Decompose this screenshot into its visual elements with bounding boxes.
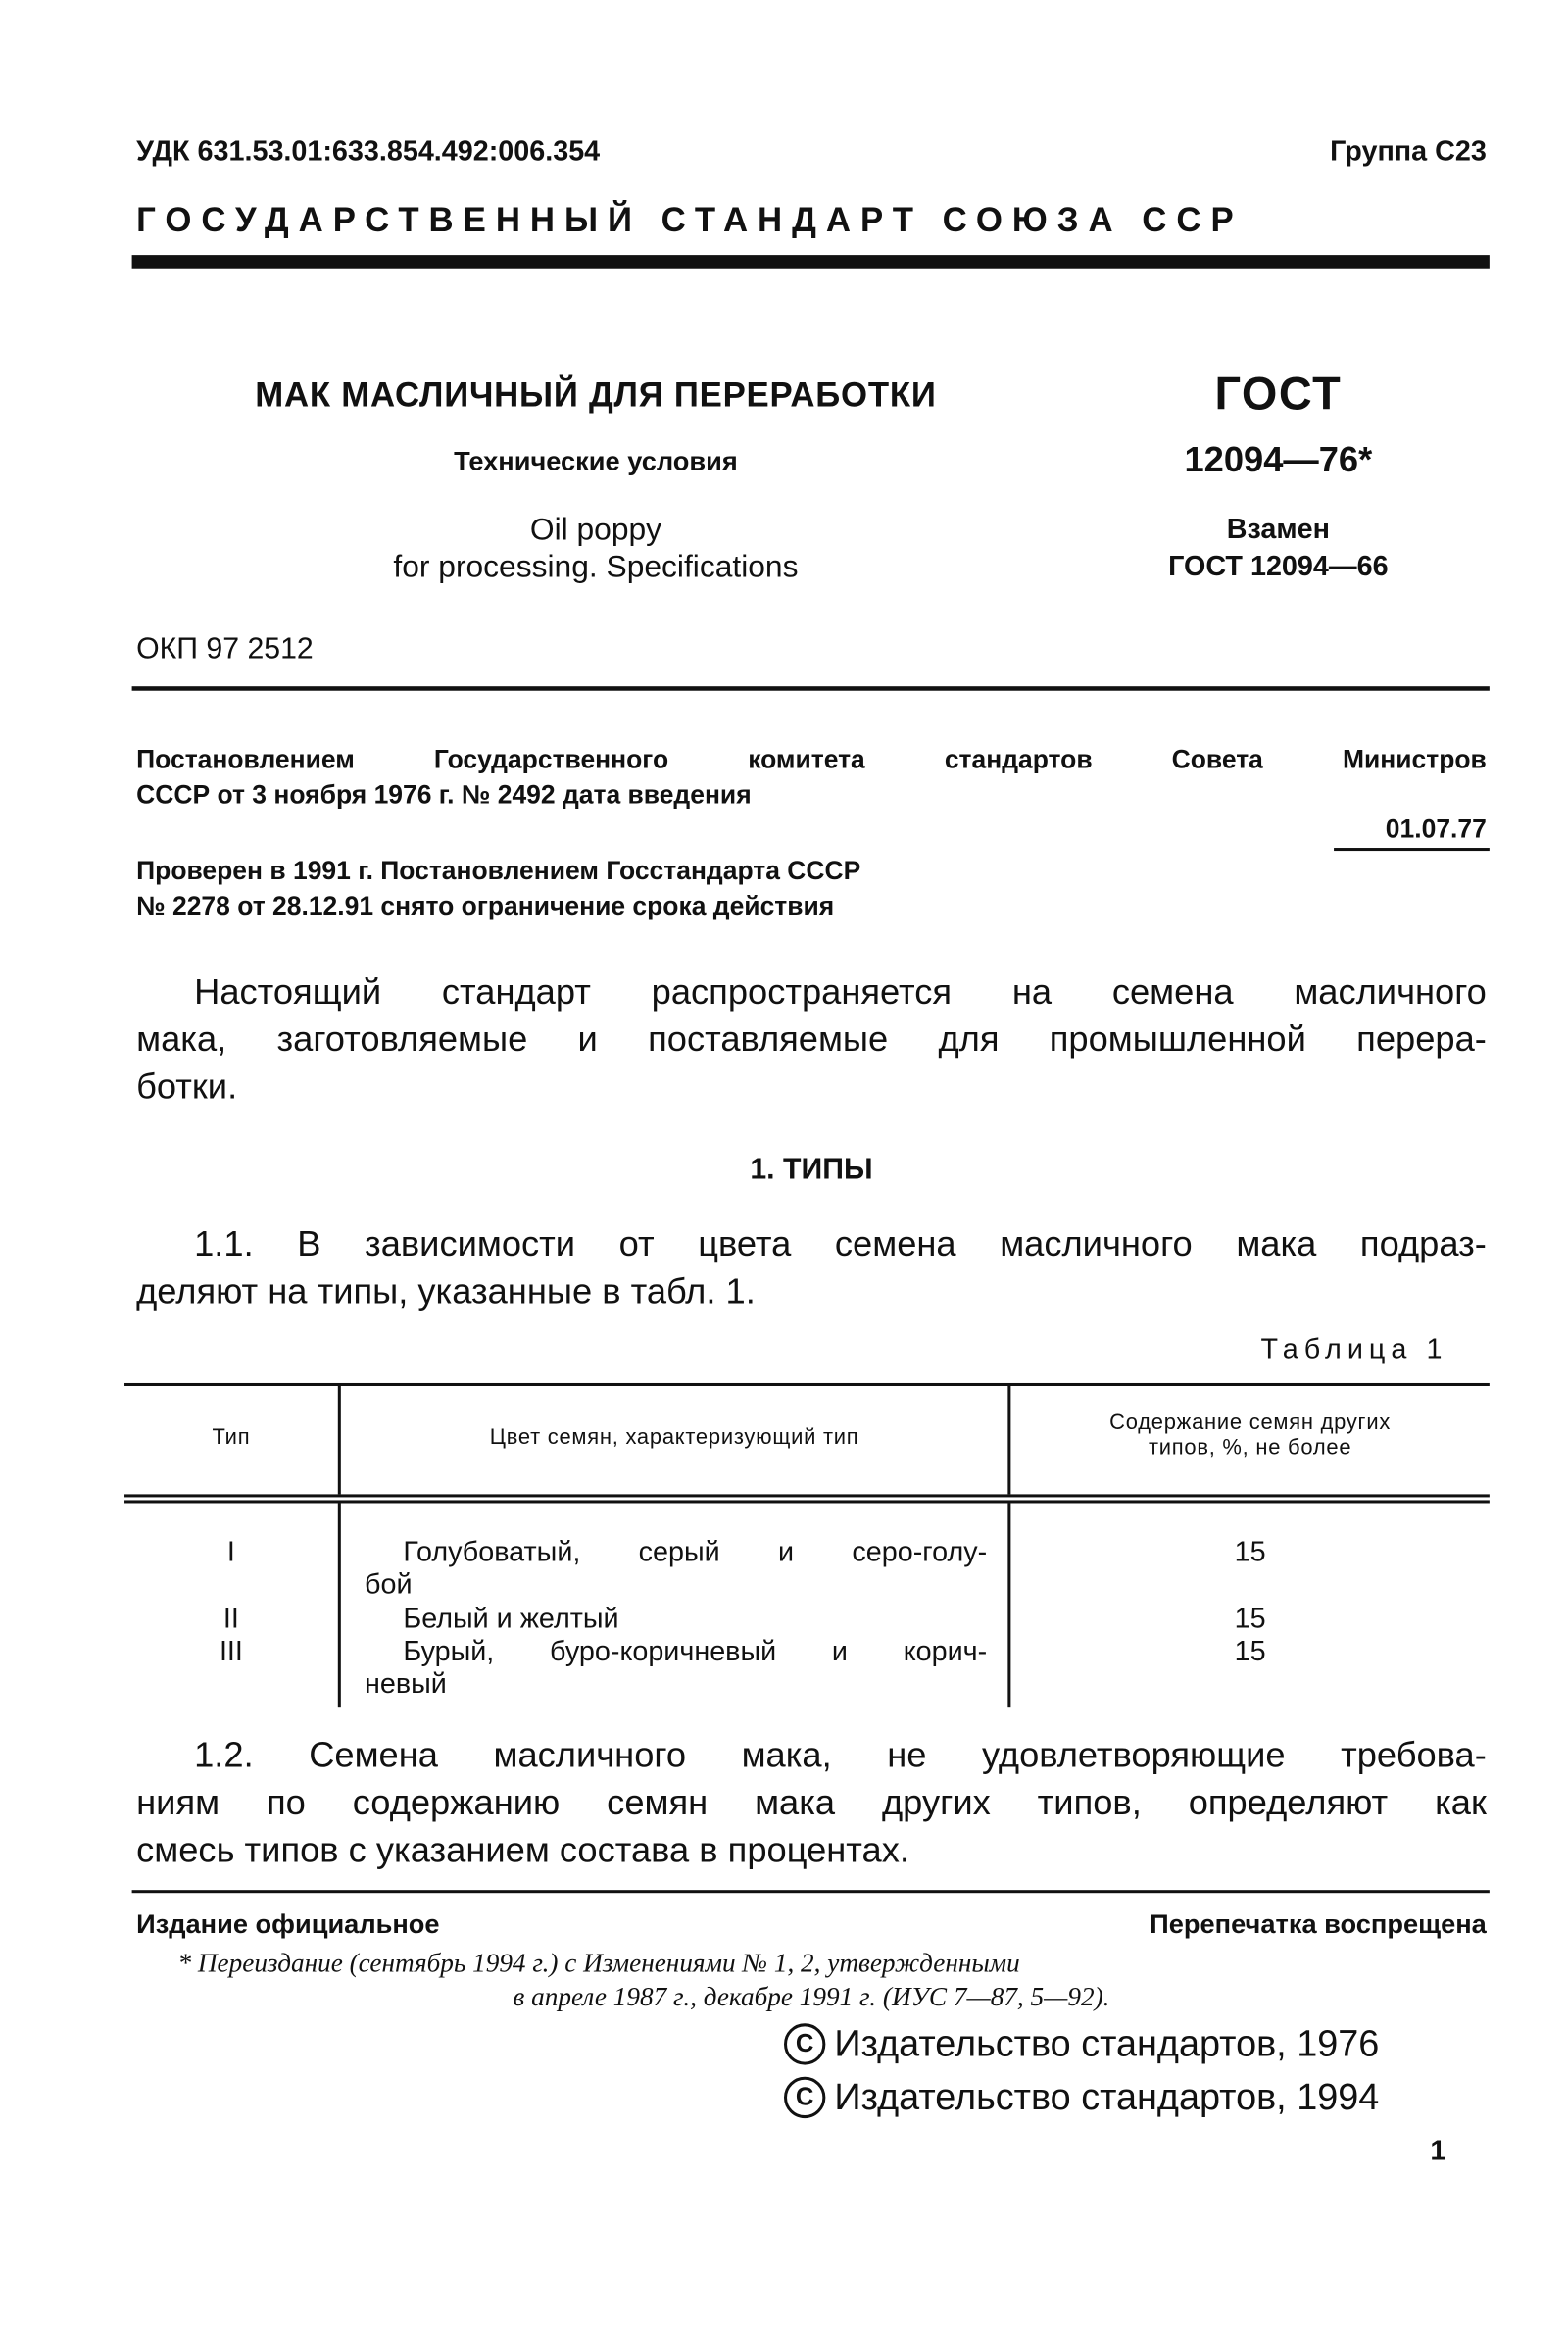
copyright-1976 — [784, 2023, 1379, 2066]
table-divider-body-2 — [1007, 1503, 1009, 1707]
section-title: 1. ТИПЫ — [750, 1153, 873, 1186]
intro-line3: ботки. — [136, 1066, 238, 1108]
paragraph-1-1-line1: 1.1. В зависимости от цвета семена масличного мака подраз- — [194, 1224, 1487, 1264]
table-divider-header-1 — [338, 1386, 340, 1494]
copyright-icon: C — [784, 2077, 825, 2118]
copyright-icon: C — [784, 2023, 825, 2064]
reissue-note-line2: в апреле 1987 г., декабре 1991 г. (ИУС 7—87, 5—92). — [513, 1981, 1110, 2012]
state-standard-heading: ГОСУДАРСТВЕННЫЙ СТАНДАРТ СОЮЗА ССР — [136, 200, 1244, 239]
group-code: Группа С23 — [1330, 136, 1487, 168]
english-title-line2: for processing. Specifications — [393, 550, 799, 584]
reissue-note-line1: * Переиздание (сентябрь 1994 г.) с Изменениями № 1, 2, утвержденными — [177, 1948, 1020, 1978]
types-table — [124, 1383, 1490, 1707]
resolution-line1: Постановлением Государственного комитета стандартов Совета Министров — [136, 744, 1487, 774]
document-subtitle: Технические условия — [454, 446, 738, 476]
table-cell-type: II — [222, 1604, 239, 1636]
table-header-color: Цвет семян, характеризующий тип — [489, 1425, 859, 1451]
table-cell-color: Бурый, буро-коричневый и корич- — [403, 1636, 988, 1668]
table-cell-value: 15 — [1234, 1604, 1266, 1636]
table-header-rule-upper — [124, 1494, 1490, 1496]
table-header-rule-lower — [124, 1500, 1490, 1502]
table-cell-color: Белый и желтый — [403, 1604, 619, 1636]
replaces-label: Взамен — [1226, 514, 1330, 546]
paragraph-1-1-line2: деляют на типы, указанные в табл. 1. — [136, 1271, 756, 1312]
paragraph-1-2-line3: смесь типов с указанием состава в процентах. — [136, 1830, 909, 1871]
table-cell-type: III — [219, 1636, 243, 1668]
table-header-type: Тип — [212, 1425, 251, 1451]
table-top-rule — [124, 1383, 1490, 1386]
paragraph-1-2-line2: ниям по содержанию семян мака других типов, определяют как — [136, 1783, 1487, 1824]
copyright-1994-text: Издательство стандартов, 1994 — [834, 2076, 1380, 2119]
checked-line2: № 2278 от 28.12.91 снято ограничение срока действия — [136, 890, 835, 921]
footer-rule — [132, 1890, 1490, 1893]
no-reprint-notice: Перепечатка воспрещена — [1150, 1908, 1487, 1940]
table-header-content-line1: Содержание семян других — [1109, 1410, 1392, 1435]
official-edition: Издание официальное — [136, 1908, 440, 1940]
table-divider-body-1 — [338, 1503, 340, 1707]
document-title: МАК МАСЛИЧНЫЙ ДЛЯ ПЕРЕРАБОТКИ — [255, 374, 937, 414]
copyright-1994 — [784, 2077, 1379, 2120]
english-title-line1: Oil poppy — [529, 513, 662, 548]
table-cell-color: Голубоватый, серый и серо-голу- — [403, 1537, 988, 1569]
replaces-value: ГОСТ 12094—66 — [1168, 551, 1389, 583]
paragraph-1-2-line1: 1.2. Семена масличного мака, не удовлетворяющие требова- — [194, 1735, 1487, 1776]
okp-code: ОКП 97 2512 — [136, 632, 314, 667]
table-cell-type: I — [226, 1537, 235, 1569]
effective-date-underline — [1334, 848, 1490, 850]
table-cell-color-cont: бой — [365, 1569, 413, 1602]
resolution-line2: СССР от 3 ноября 1976 г. № 2492 дата введения — [136, 779, 752, 810]
header-rule — [132, 255, 1490, 269]
page-number: 1 — [1430, 2136, 1446, 2167]
table-cell-value: 15 — [1234, 1537, 1266, 1569]
gost-number: 12094—76* — [1184, 440, 1373, 480]
intro-line1: Настоящий стандарт распространяется на семена масличного — [194, 972, 1487, 1013]
table-divider-header-2 — [1007, 1386, 1009, 1494]
intro-line2: мака, заготовляемые и поставляемые для промышленной перера- — [136, 1019, 1487, 1061]
table-cell-color-cont: невый — [365, 1668, 447, 1701]
effective-date: 01.07.77 — [1385, 814, 1487, 844]
table-cell-value: 15 — [1234, 1636, 1266, 1668]
udk-code: УДК 631.53.01:633.854.492:006.354 — [136, 136, 601, 168]
title-rule — [132, 686, 1490, 691]
table-header-content-line2: типов, %, не более — [1148, 1436, 1352, 1460]
table-caption: Таблица 1 — [1260, 1334, 1448, 1365]
copyright-1976-text: Издательство стандартов, 1976 — [834, 2023, 1380, 2065]
gost-label: ГОСТ — [1214, 368, 1343, 420]
checked-line1: Проверен в 1991 г. Постановлением Госстандарта СССР — [136, 855, 861, 885]
